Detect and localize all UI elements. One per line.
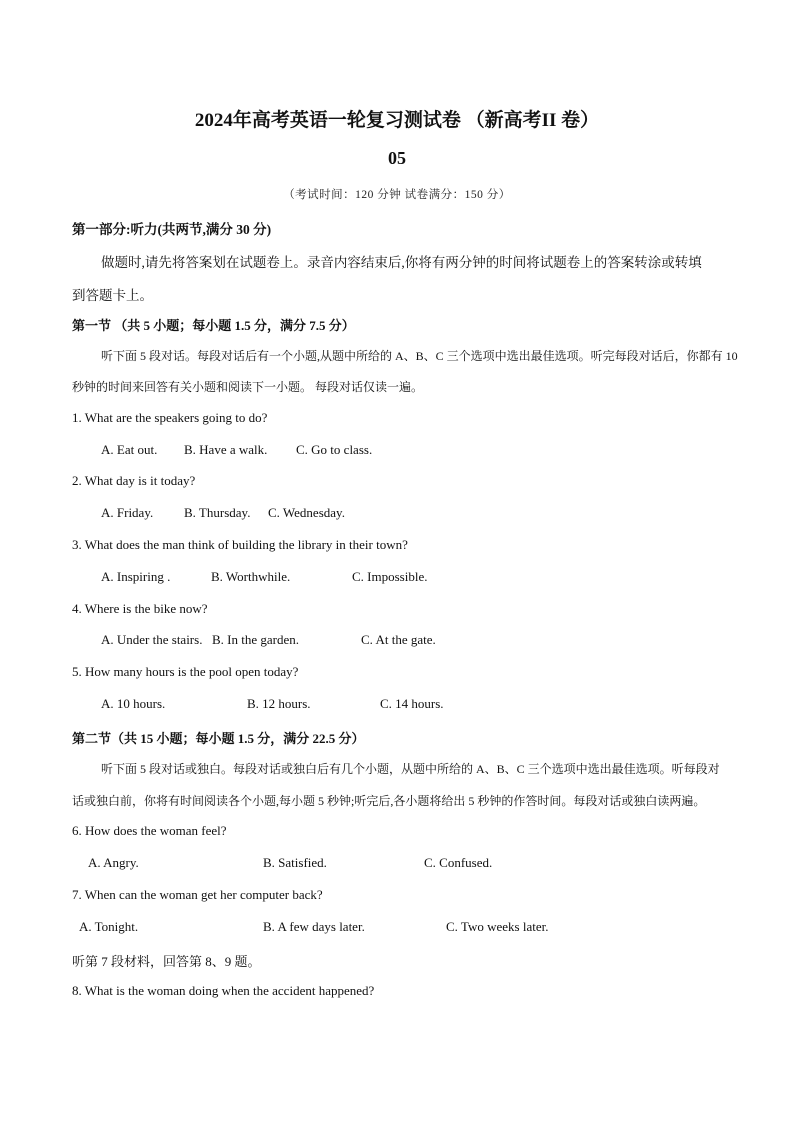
question-stem: 3. What does the man think of building the library in their town? xyxy=(72,537,408,552)
option-a: A. Under the stairs. xyxy=(101,632,203,647)
option-a: A. Angry. xyxy=(88,855,139,870)
option-b: B. Satisfied. xyxy=(263,855,327,870)
material-note: 听第 7 段材料，回答第 8、9 题。 xyxy=(72,954,261,969)
section1-instruction-line1: 听下面 5 段对话。每段对话后有一个小题,从题中所给的 A、B、C 三个选项中选出最佳选项。听完每段对话后，你都有 10 xyxy=(101,349,738,363)
exam-info: （考试时间：120 分钟 试卷满分：150 分） xyxy=(283,189,511,201)
question-stem: 5. How many hours is the pool open today? xyxy=(72,664,299,679)
option-c: C. Impossible. xyxy=(352,569,428,584)
option-a: A. Inspiring . xyxy=(101,569,171,584)
option-c: C. Confused. xyxy=(424,855,493,870)
option-b: B. Worthwhile. xyxy=(211,569,291,584)
option-c: C. At the gate. xyxy=(361,632,436,647)
question-stem: 2. What day is it today? xyxy=(72,473,196,488)
section2-instruction-line2: 话或独白前，你将有时间阅读各个小题,每小题 5 秒钟;听完后,各小题将给出 5 秒钟的作答时间。每段对话或独白读两遍。 xyxy=(72,794,706,808)
section1-heading: 第一节 （共 5 小题；每小题 1.5 分，满分 7.5 分） xyxy=(72,318,355,333)
option-b: B. 12 hours. xyxy=(247,696,311,711)
option-a: A. Eat out. xyxy=(101,442,158,457)
option-c: C. 14 hours. xyxy=(380,696,444,711)
option-b: B. Thursday. xyxy=(184,505,251,520)
part1-intro-line1: 做题时,请先将答案划在试题卷上。录音内容结束后,你将有两分钟的时间将试题卷上的答案转涂或转填 xyxy=(101,255,702,270)
question-stem: 6. How does the woman feel? xyxy=(72,823,227,838)
part1-intro-line2: 到答题卡上。 xyxy=(72,288,153,303)
paper-number: 05 xyxy=(388,148,406,168)
question-stem: 1. What are the speakers going to do? xyxy=(72,410,268,425)
page-title: 2024年高考英语一轮复习测试卷 （新高考II 卷） xyxy=(194,110,600,131)
section2-instruction-line1: 听下面 5 段对话或独白。每段对话或独白后有几个小题，从题中所给的 A、B、C 三个选项中选出最佳选项。听每段对 xyxy=(101,762,720,776)
part1-heading: 第一部分:听力(共两节,满分 30 分) xyxy=(72,222,272,237)
option-c: C. Go to class. xyxy=(296,442,373,457)
section1-instruction-line2: 秒钟的时间来回答有关小题和阅读下一小题。 每段对话仅读一遍。 xyxy=(72,380,424,394)
section2-heading: 第二节（共 15 小题；每小题 1.5 分，满分 22.5 分） xyxy=(72,731,365,746)
option-c: C. Wednesday. xyxy=(268,505,345,520)
option-b: B. A few days later. xyxy=(263,919,365,934)
option-b: B. Have a walk. xyxy=(184,442,268,457)
option-a: A. Tonight. xyxy=(79,919,139,934)
question-stem: 7. When can the woman get her computer back? xyxy=(72,887,323,902)
question-stem: 8. What is the woman doing when the accident happened? xyxy=(72,983,375,998)
option-b: B. In the garden. xyxy=(212,632,300,647)
option-c: C. Two weeks later. xyxy=(446,919,549,934)
option-a: A. Friday. xyxy=(101,505,154,520)
option-a: A. 10 hours. xyxy=(101,696,166,711)
question-stem: 4. Where is the bike now? xyxy=(72,601,208,616)
